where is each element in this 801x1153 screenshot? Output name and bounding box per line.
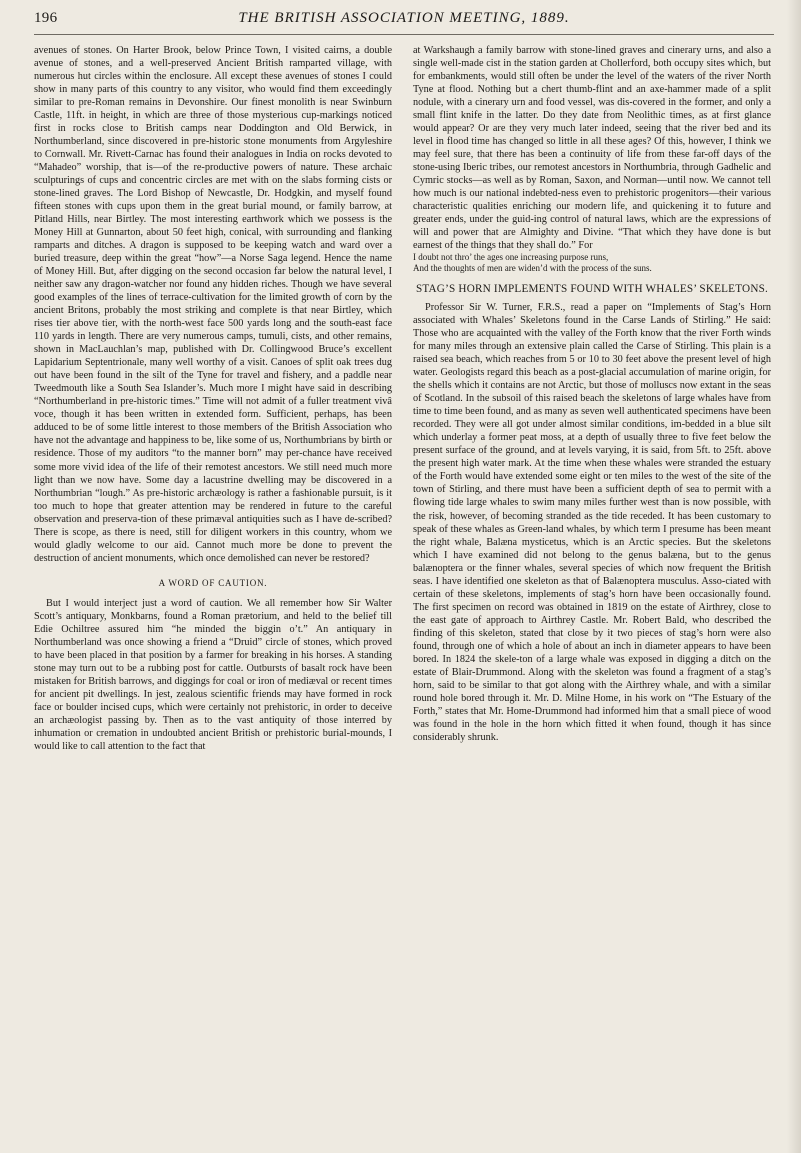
left-column	[34, 44, 392, 753]
left-paragraph-2: But I would interject just a word of caution. We all remember how Sir Walter Scott’s antiquary, Monkbarns, found a Roman prætorium, and held to the belief till Edie Ochiltree assured him “he minded the biggin o’t.” An antiquary in Northumberland was once showing a friend a “Druid” circle of stones, which proved to have been placed in that position by a farmer for breaking in his horses. A standing stone may turn out to be a rubbing post for cattle. Outbursts of basalt rock have been mistaken for British barrows, and diggings for coal or iron of mediæval or recent times for ancient pit dwellings. In jest, zealous scientific friends may have formed in rock face or boulder incised cups, which were certainly not prehistoric, in order to deceive an archæologist passing by. Then as to the vast antiquity of those interred by inhumation or cremation in undoubted ancient British or prehistoric burial-mounds, I would like to call attention to the fact that	[34, 597, 392, 752]
verse-line-1: I doubt not thro’ the ages one increasing purpose runs,	[413, 252, 609, 263]
right-paragraph-2: Professor Sir W. Turner, F.R.S., read a paper on “Implements of Stag’s Horn associated with Whales’ Skeletons found in the Carse Lands of Stirling.” He said: Those who are acquainted with the valley of the Forth know that the river Forth winds for many miles through an extensive plain called the Carse of Stirling. This plain is a raised sea beach, which reaches from 5 or 10 to 30 feet above the present level of high water. Geologists regard this beach as a post-glacial accumulation of marine origin, for the shells which it contains are not Arctic, but those of molluscs now extant in the seas of Scotland. In the subsoil of this raised beach the skeletons of large whales have from time to time been found, and as many as seven well authenticated specimens have been recorded. They were all got under almost similar conditions, im-bedded in a blue silt which underlay a former peat moss, at a depth of usually three to five feet below the present surface of the ground, and at levels varying, it is said, from 5ft. to 25ft. above the present high water mark. At the time when these whales were stranded the estuary of the Forth would have extended some eight or ten miles to the west of the site of the town of Stirling, and there must have been a sufficient depth of sea to permit with a flowing tide large whales to swim many miles further west than is now possible, with the risk, however, of becoming stranded as the tide receded. It has been customary to speak of these whales as Green-land whales, by which term I presume has been meant the right whale, Balæna mysticetus, which is an Arctic species. But the skeletons which I have examined did not belong to the genus balæna, but to the genus balænoptera or the finner whales, several species of which now frequent the British seas. I have identified one skeleton as that of Balænoptera musculus. Asso-ciated with certain of these skeletons, implements of stag’s horn have been occasionally found. The first specimen on record was obtained in 1819 on the estate of Airthrey, close to the east gate of approach to Airthrey Castle. Mr. Robert Bald, who described the finding of this skeleton, stated that close by it two pieces of stag’s horn were also found, through one of which a hole of about an inch in diameter appears to have been bored. In 1824 the skele-ton of a large whale was exposed in digging a ditch on the estate of Blair-Drummond. Along with the skeleton was found a fragment of a stag’s horn, said to be similar to that got along with the Airthrey whale, and with a similar round hole bored through it. Mr. D. Milne Home, in his work on “The Estuary of the Forth,” states that Mr. Home-Drummond had informed him that a small piece of wood was found in the hole in the horn which fitted it when found, though it has since considerably shrunk.	[413, 302, 771, 743]
verse-line-2: And the thoughts of men are widen’d with the process of the suns.	[413, 263, 652, 274]
page-number: 196	[34, 10, 58, 26]
section-heading-stags-horn: STAG’S HORN IMPLEMENTS FOUND WITH WHALES’ SKELETONS.	[415, 283, 769, 296]
left-paragraph-1: avenues of stones. On Harter Brook, below Prince Town, I visited cairns, a double avenue of stones, and a well-preserved Ancient British ramparted village, with numerous hut circles within the enclosure. All except these avenues of stones I could show in many parts of this country to any visitor, who would find them exceedingly similar to pre-Roman remains in Devonshire. Our finest monolith is near Swinburn Castle, 11ft. in height, in which are three of those mysterious cup-markings noticed first in rocks close to British camps near Doddington and Old Berwick, in Northumberland, since discovered in pre-historic stone monuments from Argyleshire to Cornwall. Mr. Rivett-Carnac has found their analogues in India on rocks devoted to “Mahadeo” worship, that is—of the re-productive powers of nature. These archaic sculpturings of cups and concentric circles are met with on the slabs forming cists or stone-lined graves. The Lord Bishop of Newcastle, Dr. Hodgkin, and myself found fifteen stones with cups upon them in the great burial mound, or family barrow, at Pitland Hills, near Birtley. The most interesting earthwork which we possess is the Money Hill at Gunnarton, about 50 feet high, conical, with surrounding and flanking ramparts and ditches. A dragon is supposed to be keeping watch and ward over a buried treasure, deep within the great “how”—a Norse Saga legend. Hence the name of Money Hill. But, after digging on the second occasion far below the natural level, I neither saw any dragon-watcher nor found any hidden riches. Though we have several good examples of the lines of terrace-cultivation for the limited growth of corn by the ancient Britons, probably the most striking and complete is that near Birtley, which rises tier above tier, with the north-west face 500 yards long and the south-east face 110 yards in length. There are very numerous camps, tumuli, cists, and other remains, shown in MacLauchlan’s map, published with Dr. Collingwood Bruce’s excellent Lapidarium Septentrionale, many well worthy of a visit. Canoes of split oak trees dug out have been found in the silt of the Tyne for travel and fishery, and a paddle near Tweedmouth like a South Sea Islander’s. Much more I might have said in describing “Northumberland in pre-historic times.” Time will not admit of a fuller treatment vivâ voce, though it has been written in extended form. Sufficient, perhaps, has been adduced to be of some little interest to those members of the British Association who have not the advantage and happiness to be, like some of us, Northumbrians by birth or residence. Those of my auditors “to the manner born” may per-chance have received some more vivid idea of the life of their remotest ancestors. We still need much more light than we now have. Some day a lacustrine dwelling may be discovered in a Northumbrian “lough.” As pre-historic archæology is rather a fashionable pursuit, is it too much to hope that greater attention may be rendered in future to the careful observation and preserva-tion of these primæval antiquities such as I have de-scribed? There is scope, as there is need, still for diligent workers in this country, whom we would gladly welcome to our aid. Cannot much more be done to prevent the destruction of ancient monuments, which once demolished can never be restored?	[34, 45, 392, 564]
right-column	[413, 44, 771, 744]
page-edge-shadow	[787, 0, 801, 1153]
running-title: THE BRITISH ASSOCIATION MEETING, 1889.	[238, 10, 570, 26]
right-paragraph-1: at Warkshaugh a family barrow with stone-lined graves and cinerary urns, and also a single well-made cist in the station garden at Chollerford, both occupy sites which, but for embankments, would still often be under the level of the waters of the river North Tyne at flood. Nothing but a chert thumb-flint and an axe-hammer made of a split nodule, with a cinerary urn and food vessel, was dis-covered in the former, and only a small flint knife in the latter. Do they date from Neolithic times, as at first glance would appear? Or are they very much later indeed, seeing that the river bed and its level in flood time has changed so little in all these ages? Of this, however, I think we may feel sure, that there has been a continuity of life from these far-off days of the stone-using Iberic tribes, our remotest ancestors in Northumbria, through Gadhelic and Cymric stocks—as well as by Roman, Saxon, and Norman—until now. We cannot tell how much is our national indebted-ness even to prehistoric progenitors—their various characteristic qualities enriching our modern life, and quickening it to future and greater ends, under the guid-ing control of natural laws, which are the expressions of will and power that are Almighty and Divine. “That which they have done is but earnest of the things that they shall do.” For	[413, 45, 771, 252]
section-heading-word-of-caution: A WORD OF CAUTION.	[158, 577, 268, 588]
verse-quotation	[413, 252, 771, 274]
running-head	[34, 10, 774, 32]
header-rule	[34, 34, 774, 35]
